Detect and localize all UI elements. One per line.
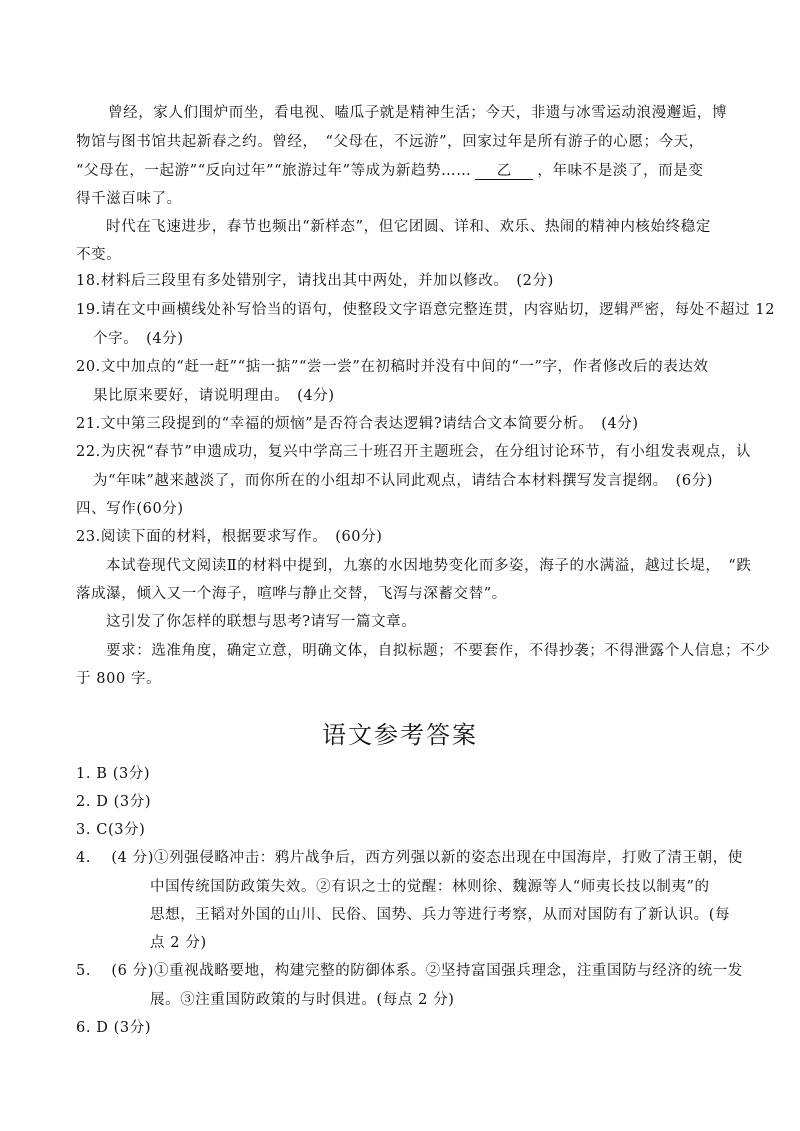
answer-5: 5. (6 分)①重视战略要地，构建完整的防御体系。②坚持富国强兵理念，注重国防与经济的统一发 [76, 963, 743, 979]
passage-line: 曾经，家人们围炉而坐，看电视、嗑瓜子就是精神生活；今天，非遗与冰雪运动浪漫邂逅，博 [108, 105, 728, 121]
question-19: 19.请在文中画横线处补写恰当的语句，使整段文字语意完整连贯，内容贴切，逻辑严密，每处不超过 12 [76, 302, 776, 318]
answer-4: 4. (4 分)①列强侵略冲击：鸦片战争后，西方列强以新的姿态出现在中国海岸，打败了清王朝，使 [76, 850, 743, 866]
question-23-material: 本试卷现代文阅读Ⅱ的材料中提到，九寨的水因地势变化而多姿，海子的水满溢，越过长堤， “跌 [106, 558, 752, 574]
question-23-material-cont: 落成瀑，倾入又一个海子，喧哗与静止交替，飞泻与深蓄交替”。 [76, 586, 507, 602]
passage-text: “父母在，一起游”“反向过年”“旅游过年”等成为新趋势…… [76, 163, 472, 179]
question-20: 20.文中加点的“赶一赶”“掂一掂”“尝一尝”在初稿时并没有中间的“一”字，作者修改后的表达效 [76, 359, 709, 375]
answer-4-cont: 思想，王韬对外国的山川、民俗、国势、兵力等进行考察，从而对国防有了新认识。(每 [150, 907, 731, 923]
question-21: 21.文中第三段提到的“幸福的烦恼”是否符合表达逻辑?请结合文本简要分析。 (4分) [76, 416, 639, 432]
answer-5-cont: 展。③注重国防政策的与时俱进。(每点 2 分) [150, 992, 455, 1008]
passage-line: 得千滋百味了。 [76, 191, 182, 207]
answers-title: 语文参考答案 [322, 721, 478, 749]
passage-line: 物馆与图书馆共起新春之约。曾经， “父母在，不远游”，回家过年是所有游子的心愿；今天， [76, 134, 704, 150]
fill-blank[interactable]: 乙 [475, 163, 533, 180]
passage-line: 时代在飞速进步，春节也频出“新样态”，但它团圆、详和、欢乐、热闹的精神内核始终稳定 [106, 219, 711, 235]
question-23: 23.阅读下面的材料，根据要求写作。 (60分) [76, 529, 383, 545]
answer-4-cont: 点 2 分) [150, 935, 207, 951]
question-22-cont: 为“年味”越来越淡了，而你所在的小组却不认同此观点，请结合本材料撰写发言提纲。 (6分) [93, 473, 714, 489]
question-23-requirements: 要求：选准角度，确定立意，明确文体，自拟标题；不要套作，不得抄袭；不得泄露个人信息；不少 [106, 643, 771, 659]
question-19-cont: 个字。 (4分) [93, 331, 184, 347]
passage-line-with-blank [76, 161, 736, 181]
question-23-prompt: 这引发了你怎样的联想与思考?请写一篇文章。 [106, 614, 417, 630]
passage-text: ，年味不是淡了，而是变 [537, 163, 704, 179]
question-23-requirements-cont: 于 800 字。 [76, 671, 162, 687]
answer-3: 3. C(3分) [76, 822, 146, 838]
question-22: 22.为庆祝“春节”申遗成功，复兴中学高三十班召开主题班会，在分组讨论环节，有小组发表观点，认 [76, 444, 752, 460]
answer-6: 6. D (3分) [76, 1020, 152, 1036]
question-18: 18.材料后三段里有多处错别字，请找出其中两处，并加以修改。 (2分) [76, 273, 554, 289]
answer-1: 1. B (3分) [76, 766, 151, 782]
passage-line: 不变。 [76, 247, 122, 263]
answer-2: 2. D (3分) [76, 794, 152, 810]
section-heading-writing: 四、写作(60分) [76, 501, 184, 517]
answer-4-cont: 中国传统国防政策失效。②有识之士的觉醒：林则徐、魏源等人“师夷长技以制夷”的 [150, 879, 710, 895]
question-20-cont: 果比原来要好，请说明理由。 (4分) [93, 388, 335, 404]
